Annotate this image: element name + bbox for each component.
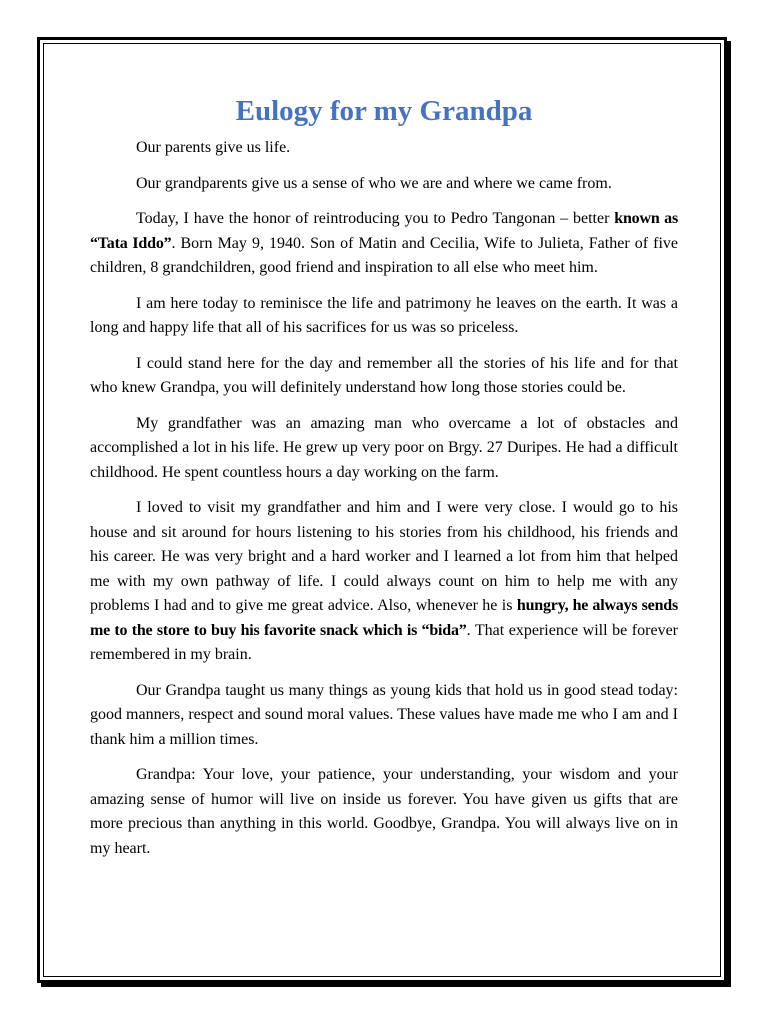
paragraph-list	[90, 136, 678, 861]
text-run: . That experience will be forever remembered in my brain.	[90, 621, 678, 663]
paragraph	[90, 172, 678, 197]
text-run: Our Grandpa taught us many things as young kids that hold us in good stead today: good manners, respect and sound moral values. These values have made me who I am and I thank him a million times.	[90, 681, 678, 748]
paragraph	[90, 496, 678, 668]
document-title: Eulogy for my Grandpa	[235, 95, 533, 127]
text-run: Today, I have the honor of reintroducing you to Pedro Tangonan – better	[136, 210, 615, 227]
text-run: Our grandparents give us a sense of who we are and where we came from.	[136, 174, 612, 192]
text-run: Our parents give us life.	[136, 139, 291, 156]
text-run: I could stand here for the day and remember all the stories of his life and for that who knew Grandpa, you will definitely understand how long those stories could be.	[90, 354, 678, 396]
paragraph	[90, 136, 678, 161]
paragraph	[90, 352, 678, 401]
text-run: Grandpa: Your love, your patience, your understanding, your wisdom and your amazing sense of humor will live on inside us forever. You have given us gifts that are more precious than anything in this world. Goodbye, Grandpa. You will always live on in my heart.	[90, 766, 678, 857]
bold-text-run: hungry, he always sends me to the store to buy his favorite snack which is “bida”	[90, 597, 678, 639]
paragraph	[90, 207, 678, 281]
paragraph	[90, 412, 678, 486]
text-run: . Born May 9, 1940. Son of Matin and Cecilia, Wife to Julieta, Father of five children, 8 grandchildren, good friend and inspiration to all else who meet him.	[90, 234, 679, 276]
bold-text-run: known as “Tata Iddo”	[90, 210, 678, 252]
paragraph	[90, 679, 678, 753]
document-body	[90, 92, 678, 872]
text-run: I loved to visit my grandfather and him and I were very close. I would go to his house and sit around for hours listening to his stories from his childhood, his friends and his career. He was very bright and a hard worker and I learned a lot from him that helped me with my own pathway of life. I could always count on him to help me with any problems I had and to give me great advice. Also, whenever he is	[90, 499, 678, 614]
text-run: I am here today to reminisce the life and patrimony he leaves on the earth. It was a long and happy life that all of his sacrifices for us was so priceless.	[90, 294, 678, 336]
paragraph	[90, 292, 678, 341]
paragraph	[90, 763, 678, 861]
text-run: My grandfather was an amazing man who overcame a lot of obstacles and accomplished a lot in his life. He grew up very poor on Brgy. 27 Duripes. He had a difficult childhood. He spent countless hours a day working on the farm.	[90, 414, 678, 481]
